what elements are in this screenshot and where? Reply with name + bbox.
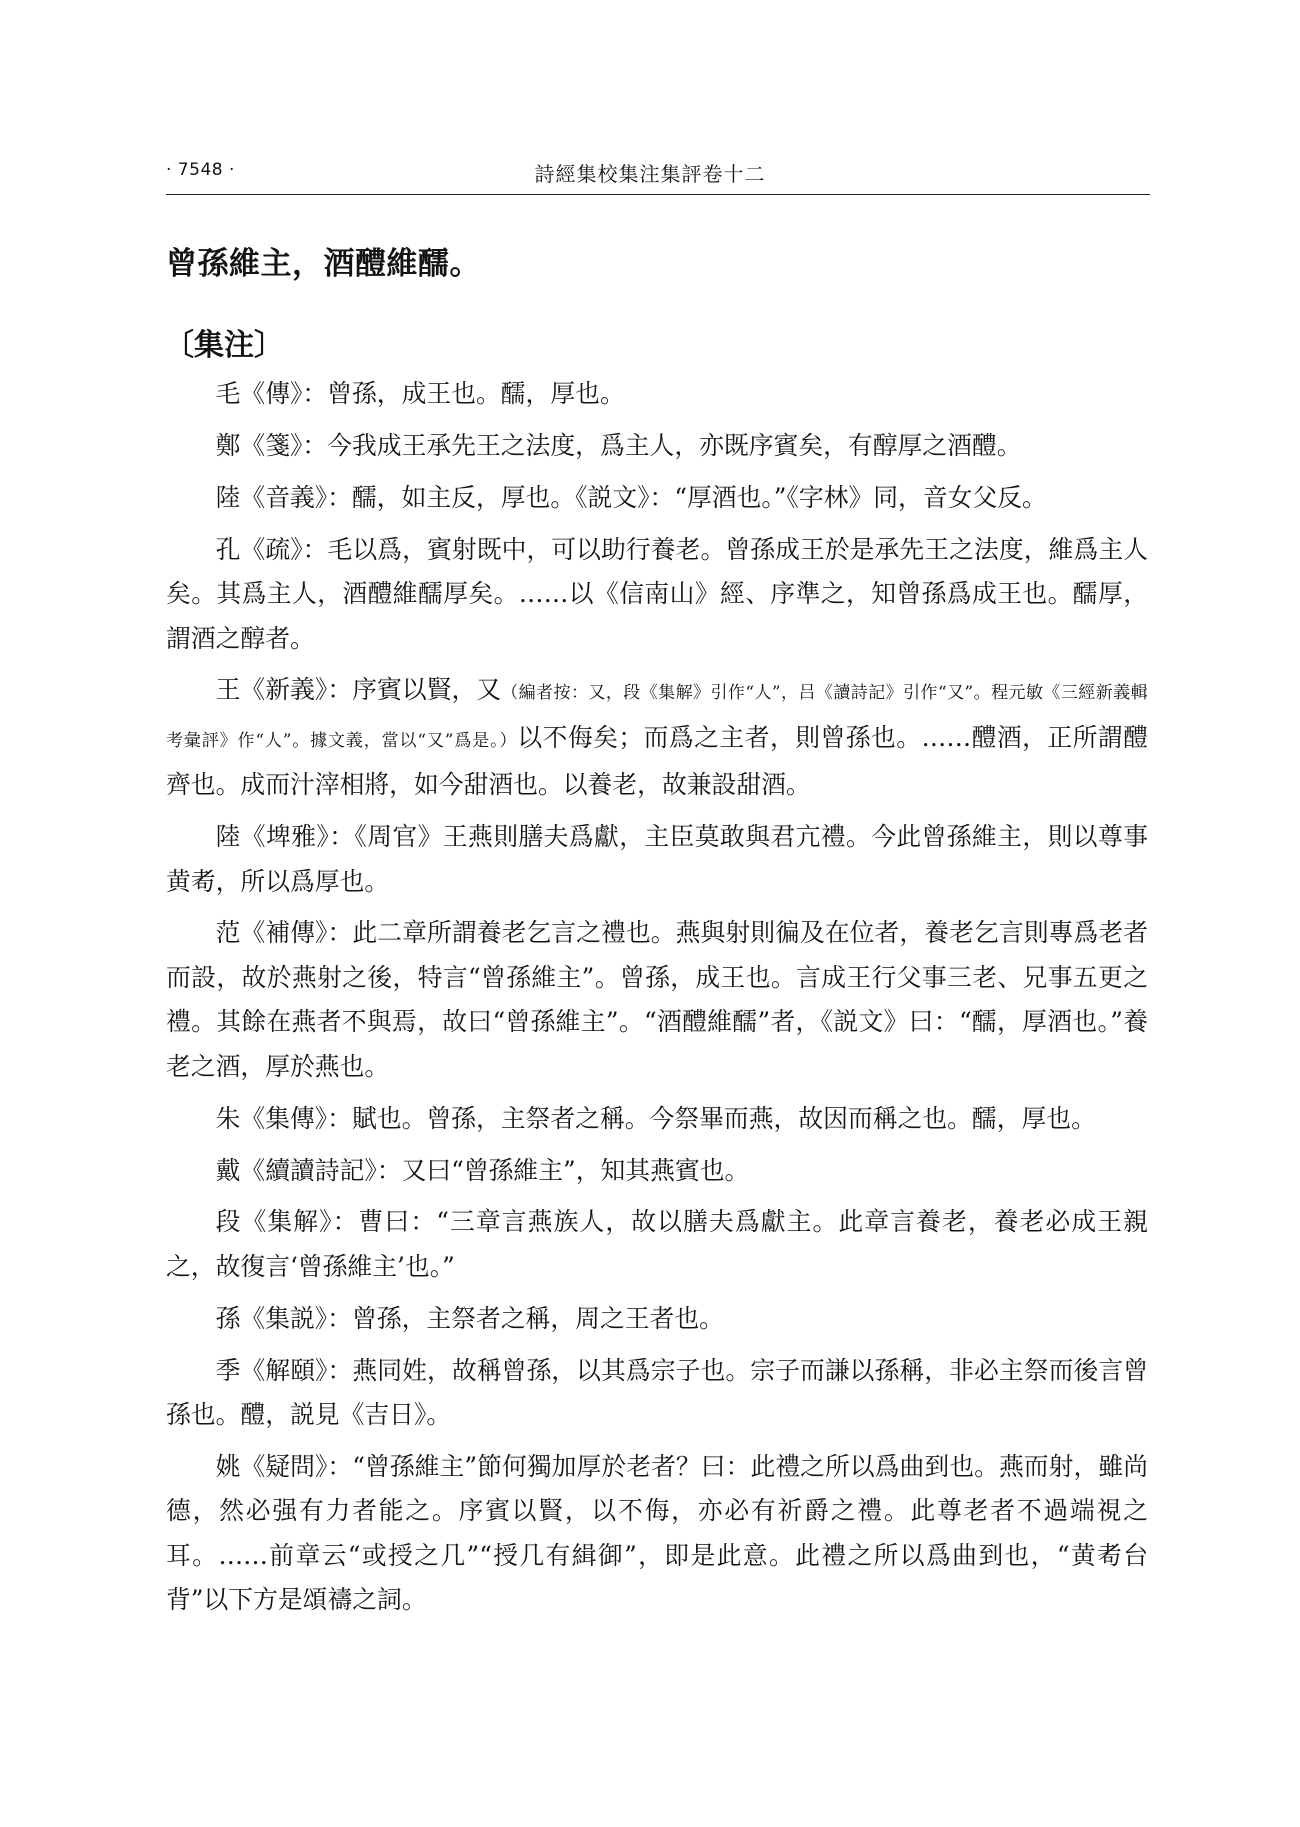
editor-note: （編者按：又，段《集解》引作“人”，吕《讀詩記》引作“又”。程元敏《三經新義輯考彙評》作“人”。據文義，當以“又”爲是。） (166, 683, 1148, 751)
paragraph (166, 911, 1148, 1089)
commentary-body (166, 372, 1148, 1630)
running-title: 詩經集校集注集評卷十二 (534, 162, 766, 186)
paragraph (166, 1200, 1148, 1289)
paragraph (166, 476, 1148, 520)
paragraph-text: 陸《埤雅》：《周官》王燕則膳夫爲獻，主臣莫敢與君亢禮。今此曾孫維主，則以尊事黄耇，所以爲厚也。 (166, 822, 1148, 896)
paragraph (166, 1349, 1148, 1438)
paragraph (166, 424, 1148, 468)
paragraph (166, 372, 1148, 416)
header-rule (166, 194, 1150, 195)
paragraph-text: 孫《集説》：曾孫，主祭者之稱，周之王者也。 (215, 1303, 724, 1333)
verse-heading: 曾孫維主，酒醴維醹。 (166, 246, 481, 282)
paragraph-text: 陸《音義》：醹，如主反，厚也。《説文》：“厚酒也。”《字林》同，音女父反。 (215, 482, 1047, 512)
paragraph-text: 姚《疑問》：“曾孫維主”節何獨加厚於老者？曰：此禮之所以爲曲到也。燕而射，雖尚德，然必强有力者能之。序賓以賢，以不侮，亦必有祈爵之禮。此尊老者不過端視之耳。……前章云“或授之几”“授几有緝御”，即是此意。此禮之所以爲曲到也，“黄耇台背”以下方是頌禱之詞。 (166, 1451, 1148, 1615)
paragraph (166, 1149, 1148, 1193)
paragraph-text: 段《集解》：曹曰：“三章言燕族人，故以膳夫爲獻主。此章言養老，養老必成王親之，故復言‘曾孫維主’也。” (166, 1207, 1148, 1281)
paragraph (166, 815, 1148, 904)
paragraph-text: 季《解頤》：燕同姓，故稱曾孫，以其爲宗子也。宗子而謙以孫稱，非必主祭而後言曾孫也。醴，説見《吉日》。 (166, 1355, 1148, 1430)
paragraph-text: 毛《傳》：曾孫，成王也。醹，厚也。 (215, 379, 625, 408)
paragraph-text: 戴《續讀詩記》：又曰“曾孫維主”，知其燕賓也。 (215, 1155, 750, 1185)
section-title: 〔集注〕 (164, 328, 284, 363)
paragraph (166, 528, 1148, 661)
paragraph-text: 鄭《箋》：今我成王承先王之法度，爲主人，亦既序賓矣，有醇厚之酒醴。 (215, 430, 1022, 460)
paragraph (166, 1097, 1148, 1141)
paragraph (166, 668, 1148, 807)
paragraph-text-continued: 以不侮矣；而爲之主者，則曾孫也。……醴酒，正所謂醴齊也。成而汁滓相將，如今甜酒也。以養老，故兼設甜酒。 (166, 722, 1148, 800)
paragraph-text: 范《補傳》：此二章所謂養老乞言之禮也。燕與射則徧及在位者，養老乞言則專爲老者而設，故於燕射之後，特言“曾孫維主”。曾孫，成王也。言成王行父事三老、兄事五更之禮。其餘在燕者不與焉，故曰“曾孫維主”。“酒醴維醹”者，《説文》曰：“醹，厚酒也。”養老之酒，厚於燕也。 (166, 918, 1148, 1081)
paragraph-text: 孔《疏》：毛以爲，賓射既中，可以助行養老。曾孫成王於是承先王之法度，維爲主人矣。其爲主人，酒醴維醹厚矣。……以《信南山》經、序準之，知曾孫爲成王也。醹厚，謂酒之醇者。 (166, 534, 1148, 653)
paragraph (166, 1445, 1148, 1623)
paragraph-text: 王《新義》：序賓以賢，又 (215, 675, 502, 705)
paragraph (166, 1297, 1148, 1341)
paragraph-text: 朱《集傳》：賦也。曾孫，主祭者之稱。今祭畢而燕，故因而稱之也。醹，厚也。 (215, 1103, 1096, 1133)
page-number: · 7548 · (166, 160, 235, 180)
